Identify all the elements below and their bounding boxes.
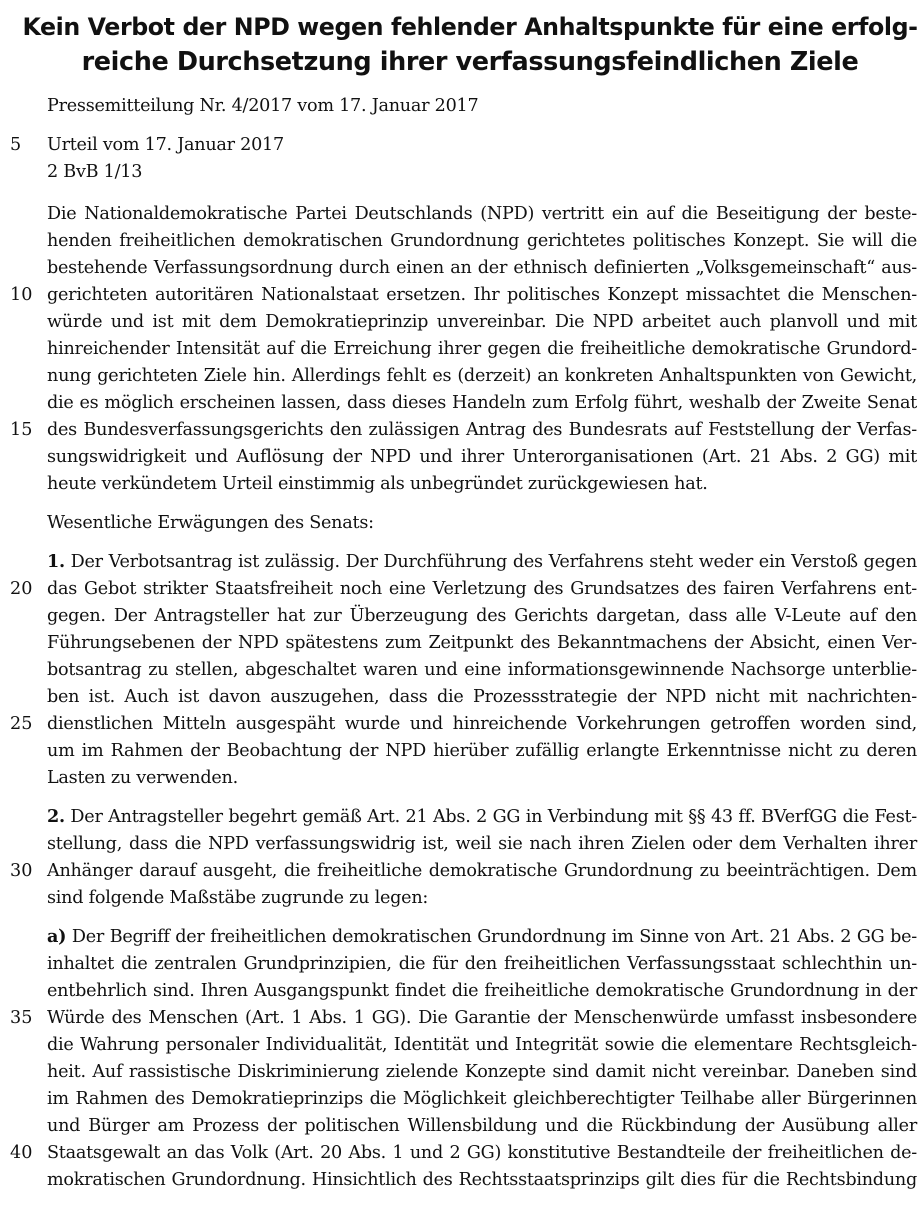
point2a-line: entbehrlich sind. Ihren Ausgangspunkt findet die freiheitliche demokratische Grundordnung in der (47, 981, 917, 1001)
point2a-line: mokratischen Grundordnung. Hinsichtlich des Rechtsstaatsprinzips gilt dies für die Rechtsbindung (47, 1170, 917, 1190)
point1-first-text: Der Verbotsantrag ist zulässig. Der Durchführung des Verfahrens steht weder ein Verstoß gegen (64, 552, 917, 572)
summary-line: bestehende Verfassungsordnung durch einen an der ethnisch definierten „Volksgemeinschaft“ aus- (47, 258, 917, 278)
point1-line: gegen. Der Antragsteller hat zur Überzeugung des Gerichts dargetan, dass alle V-Leute auf den (47, 606, 917, 626)
point2a-line: und Bürger am Prozess der politischen Willensbildung und die Rückbindung der Ausübung aller (47, 1116, 917, 1136)
summary-line: sungswidrigkeit und Auflösung der NPD und ihrer Unterorganisationen (Art. 21 Abs. 2 GG) mit (47, 447, 917, 467)
point2a-line: inhaltet die zentralen Grundprinzipien, die für den freiheitlichen Verfassungsstaat schlechthin un- (47, 954, 917, 974)
point2a-marker: a) (47, 926, 67, 947)
line-number: 10 (10, 285, 33, 305)
point1-marker: 1. (47, 551, 65, 572)
line-number: 40 (10, 1143, 33, 1163)
case-number: 2 BvB 1/13 (47, 162, 143, 182)
point2a-line: heit. Auf rassistische Diskriminierung zielende Konzepte sind damit nicht vereinbar. Daneben sind (47, 1062, 917, 1082)
point1-line: botsantrag zu stellen, abgeschaltet waren und eine informationsgewinnende Nachsorge unterblie- (47, 660, 917, 680)
judgment-date: Urteil vom 17. Januar 2017 (47, 135, 284, 155)
point2-line: stellung, dass die NPD verfassungswidrig ist, weil sie nach ihren Zielen oder dem Verhalten ihrer (47, 834, 917, 854)
point1-line: um im Rahmen der Beobachtung der NPD hierüber zufällig erlangte Erkenntnisse nicht zu deren (47, 741, 917, 761)
summary-line: hinreichender Intensität auf die Erreichung ihrer gegen die freiheitliche demokratische Grundord- (47, 339, 917, 359)
point2a-first-text: Der Begriff der freiheitlichen demokratischen Grundordnung im Sinne von Art. 21 Abs. 2 GG be- (66, 927, 917, 947)
document-title-line-2: reiche Durchsetzung ihrer verfassungsfeindlichen Ziele (81, 47, 859, 77)
line-number: 15 (10, 420, 33, 440)
summary-line: heute verkündetem Urteil einstimmig als unbegründet zurückgewiesen hat. (47, 474, 708, 494)
point1-line: ben ist. Auch ist davon auszugehen, dass die Prozessstrategie der NPD nicht mit nachrichten- (47, 687, 917, 707)
point2a-line: im Rahmen des Demokratieprinzips die Möglichkeit gleichberechtigter Teilhabe aller Bürgerinnen (47, 1089, 917, 1109)
summary-line: gerichteten autoritären Nationalstaat ersetzen. Ihr politisches Konzept missachtet die Menschen- (47, 285, 917, 305)
point1-line: Lasten zu verwenden. (47, 768, 238, 788)
point2-line: Anhänger darauf ausgeht, die freiheitliche demokratische Grundordnung zu beeinträchtigen. Dem (47, 861, 917, 881)
line-number: 5 (10, 135, 22, 155)
summary-line: würde und ist mit dem Demokratieprinzip unvereinbar. Die NPD arbeitet auch planvoll und mit (47, 312, 917, 332)
point2a-line (47, 925, 917, 949)
point2a-line: die Wahrung personaler Individualität, Identität und Integrität sowie die elementare Rechtsgleich- (47, 1035, 917, 1055)
point2-first-text: Der Antragsteller begehrt gemäß Art. 21 Abs. 2 GG in Verbindung mit §§ 43 ff. BVerfGG die Fest- (64, 807, 917, 827)
document-title-line-1: Kein Verbot der NPD wegen fehlender Anhaltspunkte für eine erfolg- (22, 13, 918, 41)
point2a-line: Würde des Menschen (Art. 1 Abs. 1 GG). Die Garantie der Menschenwürde umfasst insbesondere (47, 1008, 917, 1028)
point1-line (47, 550, 917, 574)
line-number: 25 (10, 714, 33, 734)
point2-line (47, 805, 917, 829)
point2a-line: Staatsgewalt an das Volk (Art. 20 Abs. 1 und 2 GG) konstitutive Bestandteile der freiheitlichen de- (47, 1143, 917, 1163)
summary-line: nung gerichteten Ziele hin. Allerdings fehlt es (derzeit) an konkreten Anhaltspunkten von Gewicht, (47, 366, 917, 386)
summary-line: des Bundesverfassungsgerichts den zulässigen Antrag des Bundesrats auf Feststellung der Verfas- (47, 420, 917, 440)
point1-line: Führungsebenen der NPD spätestens zum Zeitpunkt des Bekanntmachens der Absicht, einen Ver- (47, 633, 917, 653)
press-release-line: Pressemitteilung Nr. 4/2017 vom 17. Januar 2017 (47, 96, 479, 116)
point1-line: dienstlichen Mitteln ausgespäht wurde und hinreichende Vorkehrungen getroffen worden sind, (47, 714, 917, 734)
considerations-heading: Wesentliche Erwägungen des Senats: (47, 513, 374, 533)
summary-line: die es möglich erscheinen lassen, dass dieses Handeln zum Erfolg führt, weshalb der Zweite Senat (47, 393, 917, 413)
point2-line: sind folgende Maßstäbe zugrunde zu legen: (47, 888, 429, 908)
line-number: 20 (10, 579, 33, 599)
line-number: 30 (10, 861, 33, 881)
summary-line: Die Nationaldemokratische Partei Deutschlands (NPD) vertritt ein auf die Beseitigung der beste- (47, 204, 917, 224)
point2-marker: 2. (47, 806, 65, 827)
line-number: 35 (10, 1008, 33, 1028)
point1-line: das Gebot strikter Staatsfreiheit noch eine Verletzung des Grundsatzes des fairen Verfahrens ent- (47, 579, 917, 599)
summary-line: henden freiheitlichen demokratischen Grundordnung gerichtetes politisches Konzept. Sie will die (47, 231, 917, 251)
